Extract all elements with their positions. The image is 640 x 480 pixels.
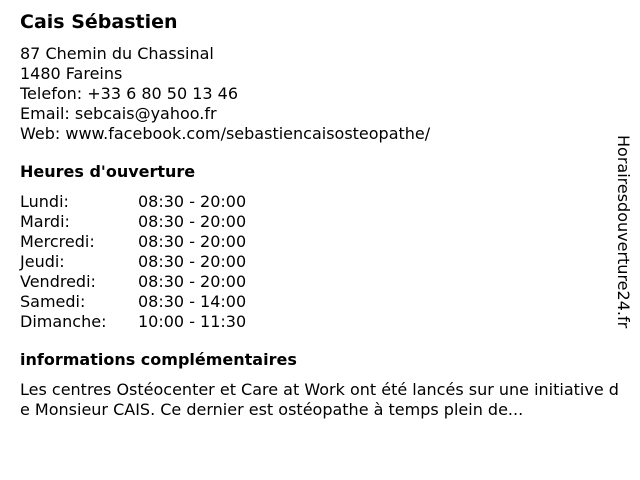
hours-row-saturday: [20, 292, 620, 312]
hours-day: Dimanche:: [20, 312, 107, 331]
hours-row-sunday: [20, 312, 620, 332]
hours-day: Samedi:: [20, 292, 86, 311]
hours-time: 08:30 - 20:00: [138, 272, 247, 291]
hours-day: Mardi:: [20, 212, 70, 231]
hours-row-friday: [20, 272, 620, 292]
additional-info-heading: informations complémentaires: [20, 350, 297, 369]
hours-time: 08:30 - 14:00: [138, 292, 247, 311]
hours-time: 08:30 - 20:00: [138, 232, 247, 251]
address-street: 87 Chemin du Chassinal: [20, 44, 214, 63]
hours-day: Lundi:: [20, 192, 69, 211]
opening-hours-table: [20, 192, 620, 332]
hours-time: 10:00 - 11:30: [138, 312, 247, 331]
contact-block: [20, 44, 620, 144]
address-city: 1480 Fareins: [20, 64, 123, 83]
hours-day: Vendredi:: [20, 272, 96, 291]
hours-day: Mercredi:: [20, 232, 95, 251]
website-url: Web: www.facebook.com/sebastiencaisosteopathe/: [20, 124, 431, 143]
additional-info-text: Les centres Ostéocenter et Care at Work ont été lancés sur une initiative de Monsieur CAIS. Ce dernier est ostéopathe à temps plein de...: [20, 380, 619, 419]
hours-time: 08:30 - 20:00: [138, 192, 247, 211]
hours-row-monday: [20, 192, 620, 212]
business-name: Cais Sébastien: [20, 11, 178, 33]
hours-row-thursday: [20, 252, 620, 272]
hours-row-wednesday: [20, 232, 620, 252]
hours-row-tuesday: [20, 212, 620, 232]
site-watermark: Horairesdouverture24.fr: [614, 135, 633, 329]
hours-day: Jeudi:: [20, 252, 65, 271]
hours-time: 08:30 - 20:00: [138, 252, 247, 271]
hours-time: 08:30 - 20:00: [138, 212, 247, 231]
email-address: Email: sebcais@yahoo.fr: [20, 104, 217, 123]
business-card: [20, 10, 620, 420]
opening-hours-heading: Heures d'ouverture: [20, 162, 196, 181]
phone-number: Telefon: +33 6 80 50 13 46: [20, 84, 239, 103]
